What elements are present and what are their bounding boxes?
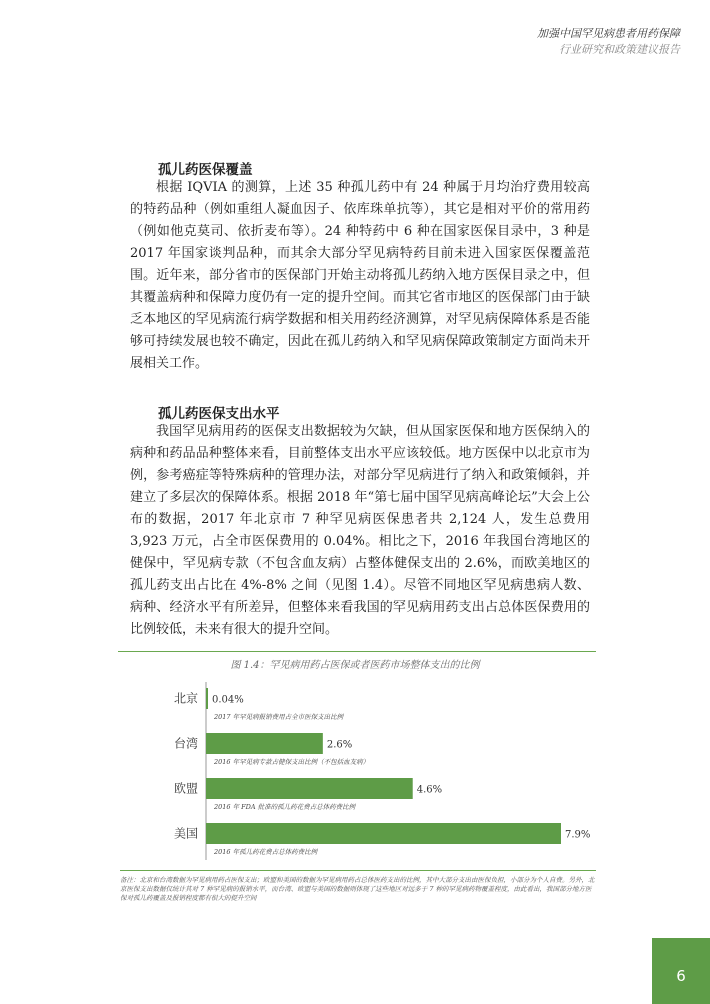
figure-caption: 图 1.4：罕见病用药占医保或者医药市场整体支出的比例	[230, 660, 480, 671]
category-label-3: 欧盟	[173, 781, 198, 796]
page-number-box	[652, 938, 710, 1004]
figure-note: 备注：北京和台湾数据为罕见病用药占医保支出；欧盟和美国的数据为罕见病用药占总体医药支出的比例，其中大部分支出由医保负担，小部分为个人自费。另外，北京医保支出数据仅统计其对 7 种罕见病的报销水平，而台湾、欧盟与美国的数据则体现了这些地区对远多于 7 种的罕见病药物覆盖程度，由此看出，我国部分地方医保对孤儿药覆盖及报销程度都有很大的提升空间	[120, 870, 596, 903]
category-label-2: 台湾	[173, 736, 198, 751]
paragraph-expenditure: 我国罕见病用药的医保支出数据较为欠缺，但从国家医保和地方医保纳入的病种和药品品种整体来看，目前整体支出水平应该较低。地方医保中以北京市为例，参考癌症等特殊病种的管理办法，对部分罕见病进行了纳入和政策倾斜，并建立了多层次的保障体系。根据 2018 年“第七届中国罕见病高峰论坛”大会上公布的数据，2017 年北京市 7 种罕见病医保患者共 2,124 人，发生总费用 3,923 万元，占全市医保费用的 0.04%。相比之下，2016 年我国台湾地区的健保中，罕见病专款（不包含血友病）占整体健保支出的 2.6%，而欧美地区的孤儿药支出占比在 4%-8% 之间（见图 1.4）。尽管不同地区罕见病患病人数、病种、经济水平有所差异，但整体来看我国的罕见病用药支出占总体医保费用的比例较低，未来有很大的提升空间。	[130, 424, 590, 637]
header-subtitle: 行业研究和政策建议报告	[559, 43, 680, 56]
bar-3	[206, 778, 413, 799]
bar-2	[206, 733, 323, 754]
value-label-1: 0.04%	[212, 694, 244, 706]
paragraph-coverage: 根据 IQVIA 的测算，上述 35 种孤儿药中有 24 种属于月均治疗费用较高的特药品种（例如重组人凝血因子、依库珠单抗等），其它是相对平价的常用药（例如他克莫司、依折麦布等）。24 种特药中 6 种在国家医保目录中，3 种是 2017 年国家谈判品种，而其余大部分罕见病特药目前未进入国家医保覆盖范围。近年来，部分省市的医保部门开始主动将孤儿药纳入地方医保目录之中，但其覆盖病种和保障力度仍有一定的提升空间。而其它省市地区的医保部门由于缺乏本地区的罕见病流行病学数据和相关用药经济测算，对罕见病保障体系是否能够可持续发展也较不确定，因此在孤儿药纳入和罕见病保障政策制定方面尚未开展相关工作。	[130, 180, 590, 371]
value-label-4: 7.9%	[565, 829, 591, 841]
bar-note-2: 2016 年罕见病专款占健保支出比例（不包括血友病）	[214, 758, 370, 766]
category-label-1: 北京	[173, 691, 198, 706]
bar-1	[206, 688, 208, 709]
bar-note-3: 2016 年 FDA 批准的孤儿药花费占总体药费比例	[214, 803, 356, 811]
page-number: 6	[676, 967, 686, 985]
section-heading-expenditure: 孤儿药医保支出水平	[158, 406, 280, 422]
bar-note-4: 2016 年孤儿药花费占总体药费比例	[214, 848, 318, 856]
value-label-2: 2.6%	[326, 739, 353, 751]
bar-note-1: 2017 年罕见病报销费用占全市医保支出比例	[214, 713, 344, 721]
bar-4	[206, 823, 561, 844]
section-heading-coverage: 孤儿药医保覆盖	[158, 162, 253, 178]
header-title: 加强中国罕见病患者用药保障	[537, 27, 680, 40]
value-label-3: 4.6%	[416, 784, 443, 796]
category-label-4: 美国	[173, 826, 198, 841]
